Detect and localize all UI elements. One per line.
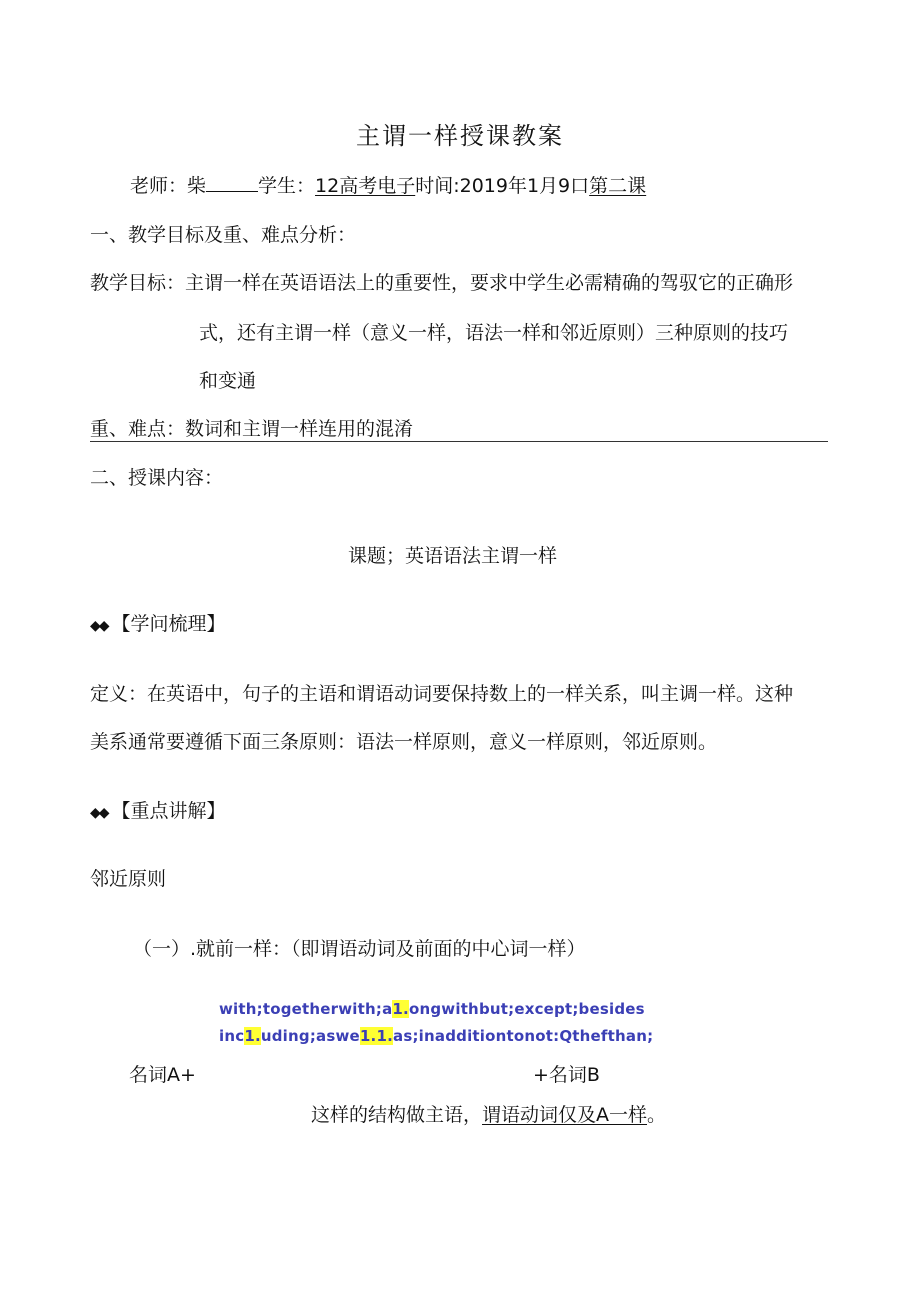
lesson-number: 第二课 — [589, 175, 647, 197]
student-value: 12高考电子 — [315, 175, 416, 197]
student-label: 学生： — [258, 175, 316, 197]
connector-list-line-2 — [219, 1027, 653, 1045]
highlight-mark: 1. — [244, 1027, 261, 1045]
connector-list-line-1 — [219, 1000, 645, 1018]
difficulty-line: 重、难点：数词和主谓一样连用的混淆 — [90, 418, 414, 440]
connector-text: uding;aswe — [260, 1027, 360, 1045]
goal-text-2: 式，还有主谓一样（意义一样，语法一样和邻近原则）三种原则的技巧 — [199, 322, 789, 344]
connector-text: as;inadditiontonot:Qthefthan; — [393, 1027, 654, 1045]
highlight-mark: 1. — [392, 1000, 409, 1018]
conclusion-period: 。 — [647, 1104, 667, 1126]
goal-text-3: 和变通 — [199, 370, 257, 392]
knowledge-heading: 【学问梳理】 — [111, 613, 226, 635]
principle-heading: 邻近原则 — [90, 868, 167, 890]
connector-text: ongwithbut;except;besides — [408, 1000, 645, 1018]
teacher-blank — [206, 173, 258, 192]
rule-one: （一）.就前一样：（即谓语动词及前面的中心词一样） — [133, 938, 586, 960]
goal-label: 教学目标： — [90, 272, 186, 294]
time-label: 时间:2019年1月9口 — [415, 175, 590, 197]
key-heading-line — [90, 796, 226, 823]
definition-line-2: 美系通常要遵循下面三条原则：语法一样原则，意义一样原则，邻近原则。 — [90, 731, 718, 753]
section2-heading: 二、授课内容： — [90, 467, 224, 489]
section1-heading: 一、教学目标及重、难点分析： — [90, 224, 357, 246]
conclusion-text: 这样的结构做主语， — [311, 1104, 483, 1126]
noun-a-label: 名词A+ — [129, 1064, 196, 1086]
teacher-label: 老师：柴 — [130, 175, 207, 197]
goal-text-1: 主谓一样在英语语法上的重要性，要求中学生必需精确的驾驭它的正确形 — [185, 272, 794, 294]
connector-text: inc — [219, 1027, 245, 1045]
divider — [90, 441, 828, 442]
definition-line-1: 定义：在英语中，句子的主语和谓语动词要保持数上的一样关系，叫主调一样。这种 — [90, 683, 794, 705]
topic-title: 课题；英语语法主谓一样 — [348, 545, 558, 567]
noun-b-label: +名词B — [533, 1064, 600, 1086]
page-title: 主谓一样授课教案 — [356, 122, 564, 150]
conclusion-line — [311, 1100, 666, 1127]
knowledge-heading-line — [90, 609, 226, 636]
conclusion-emphasis: 谓语动词仅及A一样 — [482, 1104, 648, 1126]
diamond-icon: ◆◆ — [90, 618, 108, 634]
key-heading: 【重点讲解】 — [111, 800, 226, 822]
highlight-mark: 1.1. — [359, 1027, 393, 1045]
connector-text: with;togetherwith;a — [219, 1000, 393, 1018]
meta-line — [130, 171, 646, 198]
goal-first-line — [90, 268, 793, 295]
diamond-icon: ◆◆ — [90, 805, 108, 821]
